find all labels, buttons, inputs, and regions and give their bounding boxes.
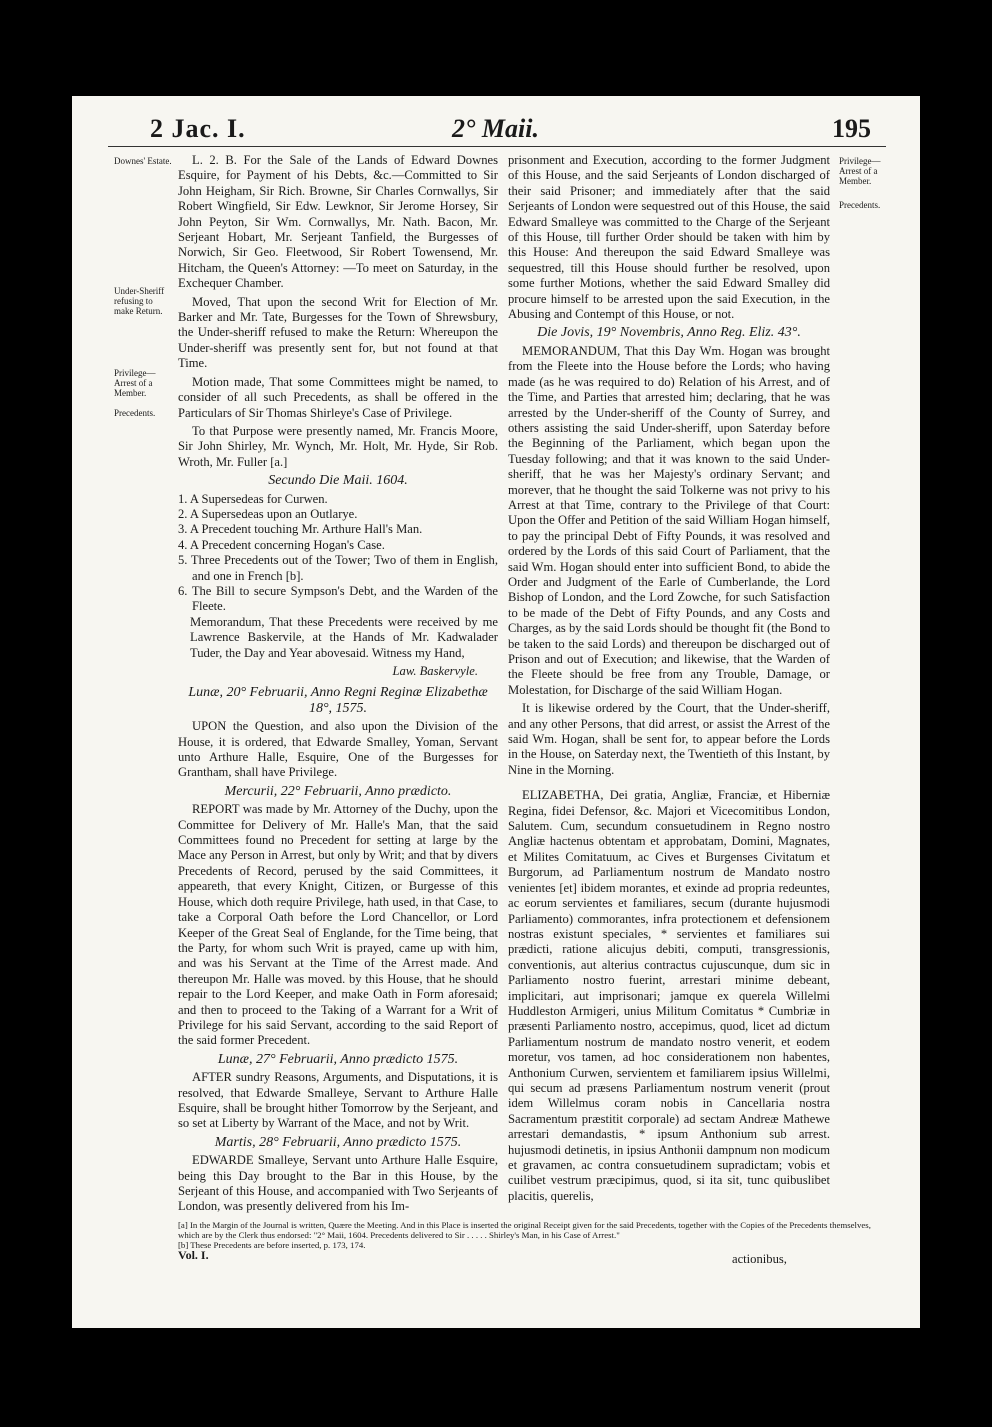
- catchword: actionibus,: [732, 1252, 787, 1266]
- header-regnal-year: 2 Jac. I.: [150, 114, 246, 143]
- paragraph: REPORT was made by Mr. Attorney of the Duchy, upon the Committee for Delivery of Mr. Halle's Man, that the said Committees found no Precedent for setting at large by the Mace any Person in Arrest, but only by Writ; and that by divers Precedents of Record, perused by the said Committees, it appeareth, that every Knight, Citizen, or Burgesse of this House, which doth require Privilege, hath used, in that Case, to take a Corporal Oath before the Lord Chancellor, or Lord Keeper of the Great Seal of Englande, for the Time being, that the Party, for whom such Writ is prayed, came up with him, and was his Servant at the Time of the Arrest made. And thereupon Mr. Halle was moved. by this House, that he should repair to the Lord Keeper, and make Oath in Form aforesaid; and then to proceed to the Taking of a Warrant for a Writ of Privilege for his said Servant, according to the said Report of the said former Precedent.: [178, 802, 498, 1048]
- footnotes: [178, 1220, 878, 1250]
- margin-note-downes-estate: Downes' Estate.: [114, 156, 172, 166]
- margin-note-precedents: Precedents.: [114, 408, 156, 418]
- section-heading: Secundo Die Maii. 1604.: [268, 473, 408, 489]
- list-item: 3. A Precedent touching Mr. Arthure Hall's Man.: [178, 522, 423, 537]
- right-column: [508, 153, 830, 1207]
- journal-page: [72, 96, 920, 1328]
- paragraph: To that Purpose were presently named, Mr. Francis Moore, Sir John Shirley, Mr. Wynch, Mr. Holt, Mr. Hyde, Sir Rob. Wroth, Mr. Fuller [a.]: [178, 423, 498, 469]
- section-heading: Mercurii, 22° Februarii, Anno prædicto.: [224, 783, 452, 799]
- list-item: 2. A Supersedeas upon an Outlarye.: [178, 506, 358, 521]
- paragraph: AFTER sundry Reasons, Arguments, and Disputations, it is resolved, that Edwarde Smalleye, Servant to Arthure Halle Esquire, shall be brought hither Tomorrow by the Serjeant, and so set at Liberty by Warrant of the Mace, and not by Writ.: [178, 1070, 498, 1131]
- paragraph: It is likewise ordered by the Court, that the Under-sheriff, and any other Persons, that did arrest, or assist the Arrest of the said Wm. Hogan, shall be sent for, to appear before the Lords in the House, on Saterday next, the Twentieth of this Instant, by Nine in the Morning.: [508, 701, 830, 777]
- list-item: 4. A Precedent concerning Hogan's Case.: [178, 537, 385, 552]
- paragraph: Motion made, That some Committees might be named, to consider of all such Precedents, as shall be offered in the Particulars of Sir Thomas Shirleye's Case of Privilege.: [178, 374, 498, 420]
- paragraph: ELIZABETHA, Dei gratia, Angliæ, Franciæ, et Hiberniæ Regina, fidei Defensor, &c. Majori et Vicecomitibus London, Salutem. Cum, secundum consuetudinem in Regno nostro Angliæ hactenus obtentam et approbatam, Domini, Magnates, et Milites Comitatuum, ac Cives et Burgenses Civitatum et Burgorum, ad Parliamentum nostrum de Mandato nostro venientes [et] ibidem morantes, et exinde ad propria redeuntes, ac eorum servientes et familiares, secum (durante hujusmodi Parliamento) commorantes, infra protectionem et defensionem nostras existunt speciales, * servientes et familiares sui prædicti, ratione alicujus debiti, computi, transgressionis, conventionis, aut alterius contractus cujuscunque, dum sic in Parliamento nostro fuerint, arrestari minime debeant, implicitari, aut imprisonari; jamque ex querela Willelmi Huddleston Armigeri, unius Militum Comitatus * Cumbriæ in præsenti Parliamento nostro, accepimus, quod, licet ad dictum Parliamentum nostrum de mandato nostro venerit, et eodem moretur, vos tamen, ad hoc considerationem non habentes, Anthonium Curwen, servientem et familiarem ipsius Willelmi, qui secum ad præsens Parliamentum nostrum venerit (prout idem Willelmus coram nobis in Cancellaria nostra Sacramentum præstitit corporale) ad sectam Andreæ Mathewe arrestari demandastis, * ipsum Anthonium sub arrest. hujusmodi detinetis, in ipsius Anthonii dampnum non modicum et gravamen, ac contra consuetudinem supradictam; vobis et cuilibet vestrum præcipimus, quod, si ita sit, tunc quibuslibet placitis, querelis,: [508, 788, 830, 1203]
- page-number: 195: [832, 114, 871, 143]
- margin-note-privilege: Privilege—Arrest of a Member.: [114, 368, 156, 398]
- section-heading: Lunæ, 20° Februarii, Anno Regni Reginæ Elizabethæ 18°, 1575.: [188, 685, 488, 716]
- section-heading: Die Jovis, 19° Novembris, Anno Reg. Eliz. 43°.: [537, 325, 801, 341]
- left-column: [178, 153, 498, 1218]
- list-item: 6. The Bill to secure Sympson's Debt, and the Warden of the Fleete.: [178, 583, 498, 614]
- paragraph: prisonment and Execution, according to the former Judgment of this House, and the said Serjeants of London discharged of their said Prisoner; and immediately after that the said Serjeants of London were sequestred out of this House, the said Edward Smalleye was committed to the Charge of the Serjeant of this House, till further Order should be taken with him by this House: And thereupon the said Edward Smalleye was sequestred, till this House should further be resolved, upon some further Motions, whether the said Edward Smalley did procure himself to be arrested upon the said Execution, in the Abusing and Contempt of this House, or not.: [508, 153, 830, 322]
- list-item: 1. A Supersedeas for Curwen.: [178, 491, 328, 506]
- paragraph: L. 2. B. For the Sale of the Lands of Edward Downes Esquire, for Payment of his Debts, &c.—Committed to Sir John Heigham, Sir Rich. Browne, Sir Charles Cornwallys, Sir Robert Wingfield, Sir Edw. Lewknor, Sir Jerome Horsey, Sir John Peyton, Sir Wm. Cornwallys, Mr. Nath. Bacon, Mr. Serjeant Hobart, Mr. Serjeant Tanfield, the Burgesses of Norwich, Sir Geo. Fleetwood, Sir Robert Towensend, Mr. Hitcham, the Queen's Attorney: —To meet on Saturday, in the Exchequer Chamber.: [178, 153, 498, 291]
- paragraph: Moved, That upon the second Writ for Election of Mr. Barker and Mr. Tate, Burgesses for the Town of Shrewsbury, the Under-sheriff refused to make the Return: Whereupon the Under-sheriff was presently sent for, but not found at that Time.: [178, 294, 498, 371]
- signature: Law. Baskervyle.: [392, 664, 478, 678]
- memorandum: Memorandum, That these Precedents were received by me Lawrence Baskervile, at the Hands of Mr. Kadwalader Tuder, the Day and Year abovesaid. Witness my Hand,: [190, 614, 498, 660]
- section-heading: Lunæ, 27° Februarii, Anno prædicto 1575.: [217, 1051, 459, 1067]
- list-item: 5. Three Precedents out of the Tower; Two of them in English, and one in French [b].: [178, 553, 498, 583]
- footnote-a: [a] In the Margin of the Journal is written, Quære the Meeting. And in this Place is inserted the original Receipt given for the said Precedents, together with the Copies of the Precedents themselves, which are by the Clerk thus endorsed: "2° Maii, 1604. Precedents delivered to Sir . . . . . Shirley's Man, in his Case of Arrest.": [178, 1220, 871, 1240]
- margin-note-under-sheriff: Under-Sheriff refusing to make Return.: [114, 286, 165, 316]
- paragraph: EDWARDE Smalleye, Servant unto Arthure Halle Esquire, being this Day brought to the Bar in this House, by the Serjeant of this House, and accompanied with Two Serjeants of London, was presently delivered from his Im-: [178, 1153, 498, 1214]
- paragraph: MEMORANDUM, That this Day Wm. Hogan was brought from the Fleete into the House before the Lords; who having made (as he was required to do) Relation of his Arrest, and of the Time, and Parties that arrested him; declaring, that he was arrested by the Under-sheriff of the County of Surrey, and others assisting the said Under-sheriff, upon Saterday before the Beginning of the Parliament, which began upon the Tuesday following; and that it was known to the said Under-sheriff, that he was her Majesty's ordinary Servant; and morever, that he thought the said Tolkerne was not privy to his Arrest at that Time, contrary to the Privilege of that Court: Upon the Offer and Petition of the said William Hogan himself, to pay the principal Debt of Fifty Pounds, it was resolved and ordered by the Lords of this said Court of Parliament, that the said Wm. Hogan should enter into sufficient Bond, to abide the Order and Judgment of the Earle of Cumberlande, the Lord Bishop of London, and the Lord Zowche, for such Satisfaction to be made of the Debt of Fifty Pounds, and any Costs and Charges, as by the said Lords should be thought fit (the Bond to be taken to the said Lords) and thereupon be discharged out of Prison and out of Execution; and likewise, that the Warden of the Fleete should be free from any Trouble, Damage, or Molestation, for Discharge of the said William Hogan.: [508, 343, 830, 697]
- header-rule: [108, 146, 886, 147]
- header-date: 2° Maii.: [452, 114, 539, 143]
- paragraph: UPON the Question, and also upon the Division of the House, it is ordered, that Edwarde Smalley, Yoman, Servant unto Arthure Halle, Esquire, One of the Burgesses for Grantham, shall have Privilege.: [178, 719, 498, 780]
- margin-note-right-privilege: Privilege—Arrest of a Member.: [839, 156, 881, 186]
- margin-note-right-precedents: Precedents.: [839, 200, 881, 210]
- page-header: [72, 110, 920, 150]
- precedent-list: [178, 492, 498, 615]
- footnote-b: [b] These Precedents are before inserted, p. 173, 174.: [178, 1240, 366, 1250]
- volume-mark: Vol. I.: [178, 1248, 209, 1262]
- section-heading: Martis, 28° Februarii, Anno prædicto 1575.: [214, 1134, 462, 1150]
